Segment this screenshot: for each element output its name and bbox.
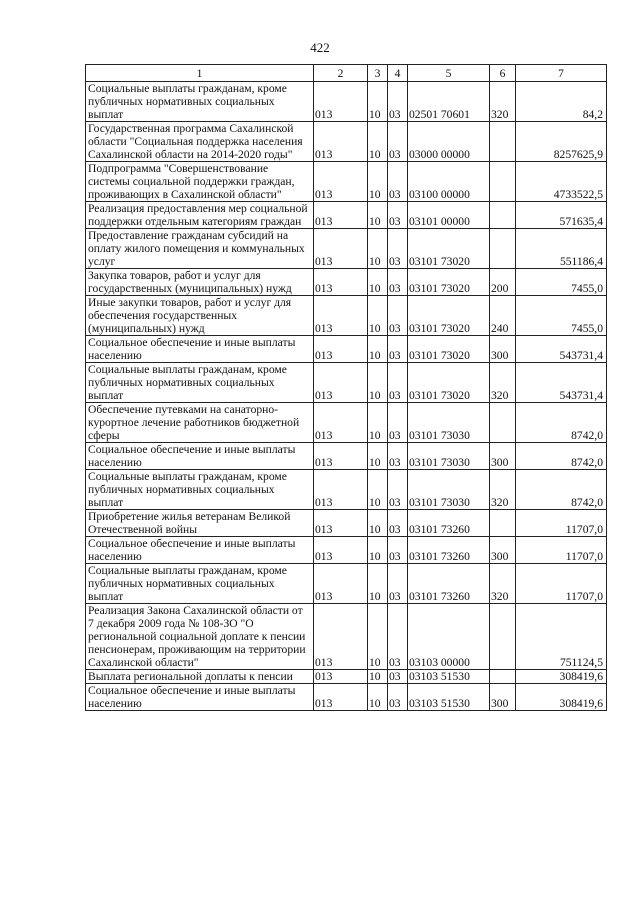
table-row: [86, 122, 607, 162]
target-article-cell: 03101 00000: [408, 202, 490, 229]
column-header: 3: [368, 65, 388, 82]
target-article-cell: 03101 73020: [408, 269, 490, 296]
amount-cell: 308419,6: [516, 684, 607, 711]
ministry-code-cell: 013: [314, 564, 368, 604]
subsection-code-cell: 03: [388, 363, 408, 403]
amount-cell: 543731,4: [516, 363, 607, 403]
ministry-code-cell: 013: [314, 336, 368, 363]
section-code-cell: 10: [368, 122, 388, 162]
row-name-cell: Приобретение жилья ветеранам Великой Отечественной войны: [86, 510, 314, 537]
row-name-cell: Социальное обеспечение и иные выплаты населению: [86, 443, 314, 470]
expense-type-cell: 300: [490, 443, 516, 470]
table-row: [86, 684, 607, 711]
expense-type-cell: [490, 162, 516, 202]
table-row: [86, 443, 607, 470]
section-code-cell: 10: [368, 296, 388, 336]
target-article-cell: 03101 73260: [408, 564, 490, 604]
subsection-code-cell: 03: [388, 537, 408, 564]
table-row: [86, 269, 607, 296]
target-article-cell: 03103 51530: [408, 670, 490, 684]
ministry-code-cell: 013: [314, 296, 368, 336]
table-row: [86, 510, 607, 537]
amount-cell: 4733522,5: [516, 162, 607, 202]
section-code-cell: 10: [368, 336, 388, 363]
expense-type-cell: [490, 202, 516, 229]
column-header: 2: [314, 65, 368, 82]
row-name-cell: Социальные выплаты гражданам, кроме публичных нормативных социальных выплат: [86, 564, 314, 604]
target-article-cell: 03101 73030: [408, 470, 490, 510]
ministry-code-cell: 013: [314, 604, 368, 670]
table-row: [86, 403, 607, 443]
amount-cell: 11707,0: [516, 564, 607, 604]
subsection-code-cell: 03: [388, 443, 408, 470]
target-article-cell: 03103 00000: [408, 604, 490, 670]
subsection-code-cell: 03: [388, 202, 408, 229]
ministry-code-cell: 013: [314, 82, 368, 122]
target-article-cell: 03101 73020: [408, 363, 490, 403]
section-code-cell: 10: [368, 564, 388, 604]
ministry-code-cell: 013: [314, 269, 368, 296]
ministry-code-cell: 013: [314, 162, 368, 202]
expense-type-cell: 320: [490, 564, 516, 604]
table-row: [86, 363, 607, 403]
ministry-code-cell: 013: [314, 229, 368, 269]
target-article-cell: 03100 00000: [408, 162, 490, 202]
table-row: [86, 336, 607, 363]
ministry-code-cell: 013: [314, 470, 368, 510]
section-code-cell: 10: [368, 202, 388, 229]
target-article-cell: 03101 73030: [408, 403, 490, 443]
expense-type-cell: [490, 122, 516, 162]
row-name-cell: Обеспечение путевками на санаторно-курортное лечение работников бюджетной сферы: [86, 403, 314, 443]
table-body: [86, 82, 607, 711]
amount-cell: 8742,0: [516, 470, 607, 510]
budget-table: [85, 64, 607, 711]
amount-cell: 543731,4: [516, 336, 607, 363]
subsection-code-cell: 03: [388, 82, 408, 122]
expense-type-cell: 320: [490, 470, 516, 510]
expense-type-cell: [490, 510, 516, 537]
section-code-cell: 10: [368, 269, 388, 296]
target-article-cell: 03000 00000: [408, 122, 490, 162]
expense-type-cell: 300: [490, 684, 516, 711]
subsection-code-cell: 03: [388, 229, 408, 269]
subsection-code-cell: 03: [388, 510, 408, 537]
amount-cell: 571635,4: [516, 202, 607, 229]
expense-type-cell: 200: [490, 269, 516, 296]
expense-type-cell: 300: [490, 336, 516, 363]
subsection-code-cell: 03: [388, 684, 408, 711]
table-row: [86, 202, 607, 229]
row-name-cell: Социальные выплаты гражданам, кроме публичных нормативных социальных выплат: [86, 82, 314, 122]
section-code-cell: 10: [368, 510, 388, 537]
target-article-cell: 02501 70601: [408, 82, 490, 122]
row-name-cell: Закупка товаров, работ и услуг для государственных (муниципальных) нужд: [86, 269, 314, 296]
table-row: [86, 82, 607, 122]
ministry-code-cell: 013: [314, 510, 368, 537]
ministry-code-cell: 013: [314, 122, 368, 162]
expense-type-cell: [490, 229, 516, 269]
ministry-code-cell: 013: [314, 670, 368, 684]
target-article-cell: 03101 73030: [408, 443, 490, 470]
subsection-code-cell: 03: [388, 470, 408, 510]
column-header: 1: [86, 65, 314, 82]
subsection-code-cell: 03: [388, 122, 408, 162]
column-header: 4: [388, 65, 408, 82]
row-name-cell: Реализация Закона Сахалинской области от 7 декабря 2009 года № 108-ЗО "О региональной социальной доплате к пенсии пенсионерам, проживающим на территории Сахалинской области": [86, 604, 314, 670]
row-name-cell: Предоставление гражданам субсидий на оплату жилого помещения и коммунальных услуг: [86, 229, 314, 269]
row-name-cell: Выплата региональной доплаты к пенсии: [86, 670, 314, 684]
subsection-code-cell: 03: [388, 670, 408, 684]
subsection-code-cell: 03: [388, 296, 408, 336]
expense-type-cell: 320: [490, 363, 516, 403]
subsection-code-cell: 03: [388, 564, 408, 604]
amount-cell: 751124,5: [516, 604, 607, 670]
subsection-code-cell: 03: [388, 269, 408, 296]
ministry-code-cell: 013: [314, 684, 368, 711]
table-row: [86, 229, 607, 269]
amount-cell: 11707,0: [516, 537, 607, 564]
row-name-cell: Социальные выплаты гражданам, кроме публичных нормативных социальных выплат: [86, 363, 314, 403]
section-code-cell: 10: [368, 162, 388, 202]
section-code-cell: 10: [368, 537, 388, 564]
amount-cell: 8742,0: [516, 443, 607, 470]
table-row: [86, 564, 607, 604]
target-article-cell: 03101 73020: [408, 296, 490, 336]
section-code-cell: 10: [368, 403, 388, 443]
section-code-cell: 10: [368, 670, 388, 684]
row-name-cell: Социальные выплаты гражданам, кроме публичных нормативных социальных выплат: [86, 470, 314, 510]
section-code-cell: 10: [368, 684, 388, 711]
table-row: [86, 604, 607, 670]
expense-type-cell: [490, 670, 516, 684]
section-code-cell: 10: [368, 470, 388, 510]
subsection-code-cell: 03: [388, 403, 408, 443]
row-name-cell: Социальное обеспечение и иные выплаты населению: [86, 537, 314, 564]
column-header: 5: [408, 65, 490, 82]
ministry-code-cell: 013: [314, 403, 368, 443]
amount-cell: 8257625,9: [516, 122, 607, 162]
amount-cell: 8742,0: [516, 403, 607, 443]
amount-cell: 7455,0: [516, 269, 607, 296]
ministry-code-cell: 013: [314, 202, 368, 229]
amount-cell: 7455,0: [516, 296, 607, 336]
amount-cell: 11707,0: [516, 510, 607, 537]
row-name-cell: Подпрограмма "Совершенствование системы социальной поддержки граждан, проживающих в Сахалинской области": [86, 162, 314, 202]
expense-type-cell: [490, 403, 516, 443]
ministry-code-cell: 013: [314, 363, 368, 403]
table-row: [86, 537, 607, 564]
target-article-cell: 03101 73260: [408, 510, 490, 537]
subsection-code-cell: 03: [388, 336, 408, 363]
section-code-cell: 10: [368, 363, 388, 403]
row-name-cell: Государственная программа Сахалинской области "Социальная поддержка населения Сахалинской области на 2014-2020 годы": [86, 122, 314, 162]
section-code-cell: 10: [368, 82, 388, 122]
table-row: [86, 296, 607, 336]
target-article-cell: 03101 73260: [408, 537, 490, 564]
expense-type-cell: 320: [490, 82, 516, 122]
column-header: 6: [490, 65, 516, 82]
page-number: 422: [310, 40, 330, 55]
section-code-cell: 10: [368, 443, 388, 470]
subsection-code-cell: 03: [388, 162, 408, 202]
subsection-code-cell: 03: [388, 604, 408, 670]
target-article-cell: 03103 51530: [408, 684, 490, 711]
column-header: 7: [516, 65, 607, 82]
section-code-cell: 10: [368, 604, 388, 670]
table-row: [86, 670, 607, 684]
row-name-cell: Реализация предоставления мер социальной поддержки отдельным категориям граждан: [86, 202, 314, 229]
expense-type-cell: 240: [490, 296, 516, 336]
target-article-cell: 03101 73020: [408, 336, 490, 363]
header-row: [86, 65, 607, 82]
row-name-cell: Социальное обеспечение и иные выплаты населению: [86, 684, 314, 711]
ministry-code-cell: 013: [314, 443, 368, 470]
section-code-cell: 10: [368, 229, 388, 269]
table-row: [86, 470, 607, 510]
target-article-cell: 03101 73020: [408, 229, 490, 269]
ministry-code-cell: 013: [314, 537, 368, 564]
expense-type-cell: [490, 604, 516, 670]
row-name-cell: Иные закупки товаров, работ и услуг для обеспечения государственных (муниципальных) нужд: [86, 296, 314, 336]
expense-type-cell: 300: [490, 537, 516, 564]
table-row: [86, 162, 607, 202]
amount-cell: 551186,4: [516, 229, 607, 269]
amount-cell: 308419,6: [516, 670, 607, 684]
amount-cell: 84,2: [516, 82, 607, 122]
row-name-cell: Социальное обеспечение и иные выплаты населению: [86, 336, 314, 363]
